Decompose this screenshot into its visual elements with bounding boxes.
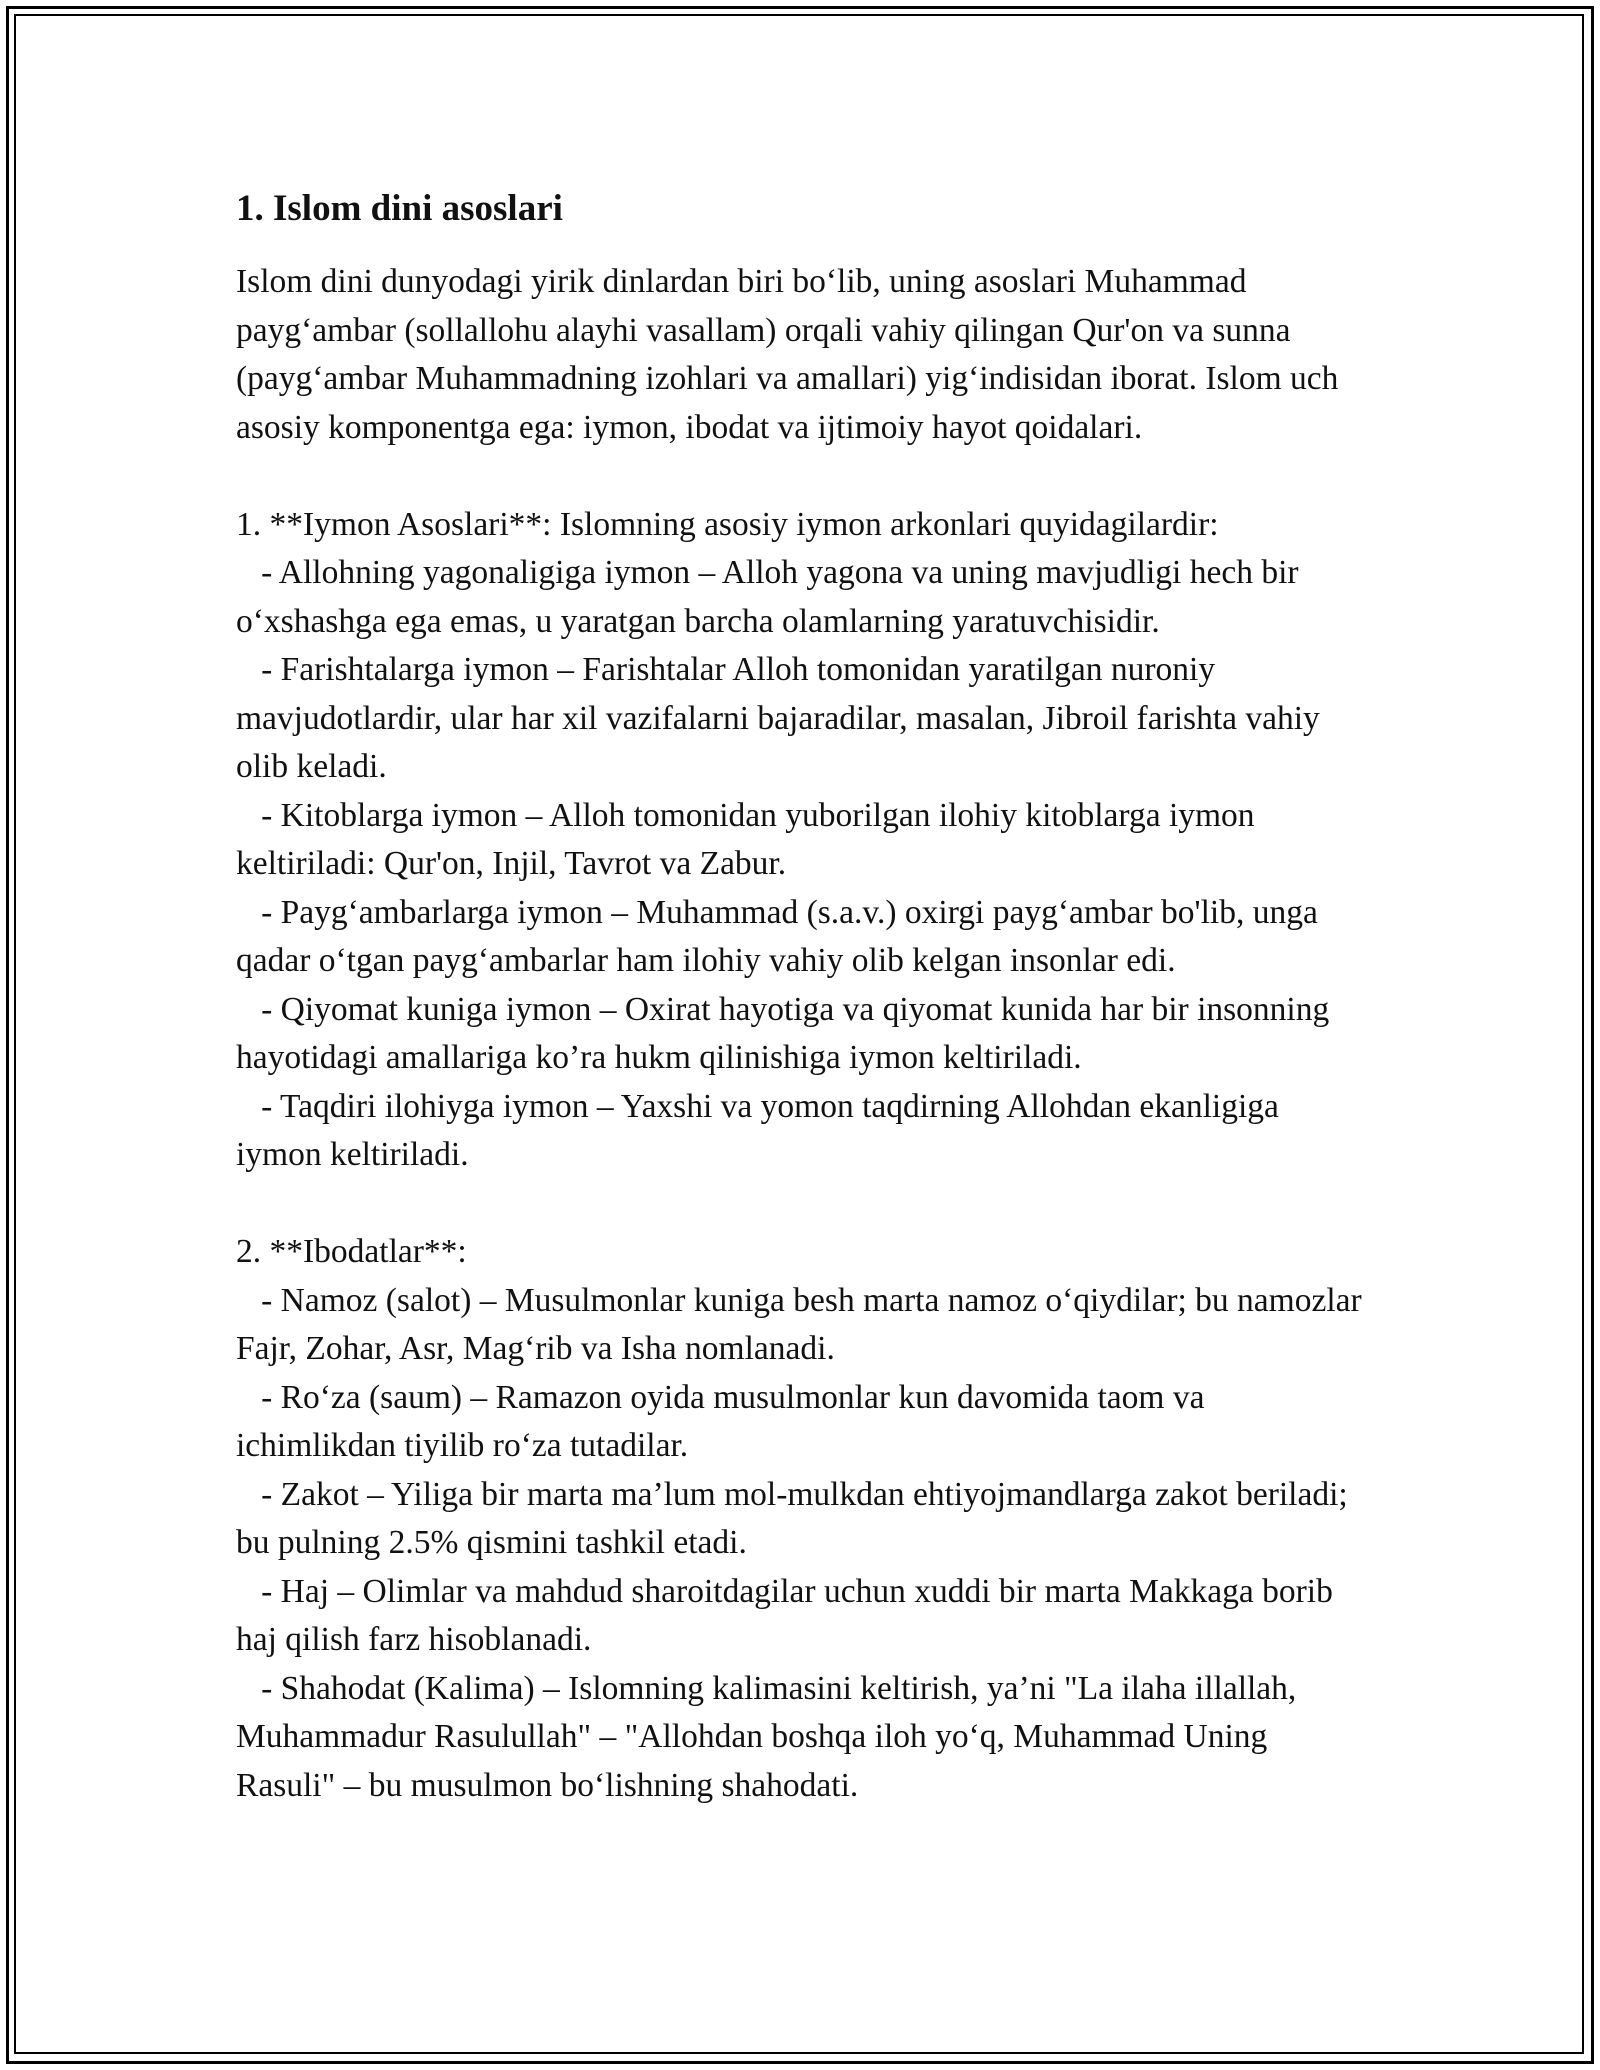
list-item: - Ro‘za (saum) – Ramazon oyida musulmonlar kun davomida taom va ichimlikdan tiyilib ro‘za tutadilar. bbox=[236, 1378, 1213, 1464]
intro-paragraph: Islom dini dunyodagi yirik dinlardan biri bo‘lib, uning asoslari Muhammad payg‘ambar (sollallohu alayhi vasallam) orqali vahiy qilingan Qur'on va sunna (payg‘ambar Muhammadning izohlari va amallari) yig‘indisidan iborat. Islom uch asosiy komponentga ega: iymon, ibodat va ijtimoiy hayot qoidalari. bbox=[236, 263, 1347, 446]
list-item: - Shahodat (Kalima) – Islomning kalimasini keltirish, ya’ni "La ilaha illallah, Muhammadur Rasulullah" – "Allohdan boshqa iloh yo‘q, Muhammad Uning Rasuli" – bu musulmon bo‘lishning shahodati. bbox=[236, 1669, 1305, 1804]
document-body bbox=[236, 186, 1371, 1810]
spacer bbox=[236, 452, 1366, 501]
document-title: 1. Islom dini asoslari bbox=[236, 188, 563, 229]
list-item: - Zakot – Yiliga bir marta ma’lum mol-mulkdan ehtiyojmandlarga zakot beriladi; bu pulning 2.5% qismini tashkil etadi. bbox=[236, 1475, 1357, 1561]
section-heading-iymon: 1. **Iymon Asoslari**: Islomning asosiy iymon arkonlari quyidagilardir: bbox=[236, 505, 1219, 543]
list-item: - Payg‘ambarlarga iymon – Muhammad (s.a.v.) oxirgi payg‘ambar bo'lib, unga qadar o‘tgan payg‘ambarlar ham ilohiy vahiy olib kelgan insonlar edi. bbox=[236, 893, 1327, 979]
list-item: - Taqdiri ilohiyga iymon – Yaxshi va yomon taqdirning Allohdan ekanligiga iymon keltiriladi. bbox=[236, 1087, 1288, 1173]
section-ibodatlar bbox=[236, 1228, 1371, 1810]
section-iymon bbox=[236, 501, 1366, 1180]
section-heading-ibodatlar: 2. **Ibodatlar**: bbox=[236, 1233, 467, 1270]
list-item: - Farishtalarga iymon – Farishtalar Alloh tomonidan yaratilgan nuroniy mavjudotlardir, ular har xil vazifalarni bajaradilar, masalan, Jibroil farishta vahiy olib keladi. bbox=[236, 651, 1329, 785]
list-item: - Allohning yagonaligiga iymon – Alloh yagona va uning mavjudligi hech bir o‘xshashga ega emas, u yaratgan barcha olamlarning yaratuvchisidir. bbox=[236, 554, 1307, 640]
list-item: - Haj – Olimlar va mahdud sharoitdagilar uchun xuddi bir marta Makkaga borib haj qilish farz hisoblanadi. bbox=[236, 1572, 1342, 1658]
list-item: - Kitoblarga iymon – Alloh tomonidan yuborilgan ilohiy kitoblarga iymon keltiriladi: Qur'on, Injil, Tavrot va Zabur. bbox=[236, 796, 1263, 882]
list-item: - Namoz (salot) – Musulmonlar kuniga besh marta namoz o‘qiydilar; bu namozlar Fajr, Zohar, Asr, Mag‘rib va Isha nomlanadi. bbox=[236, 1281, 1371, 1367]
list-item: - Qiyomat kuniga iymon – Oxirat hayotiga va qiyomat kunida har bir insonning hayotidagi amallariga ko’ra hukm qilinishiga iymon keltiriladi. bbox=[236, 990, 1338, 1076]
spacer bbox=[236, 1180, 1366, 1229]
